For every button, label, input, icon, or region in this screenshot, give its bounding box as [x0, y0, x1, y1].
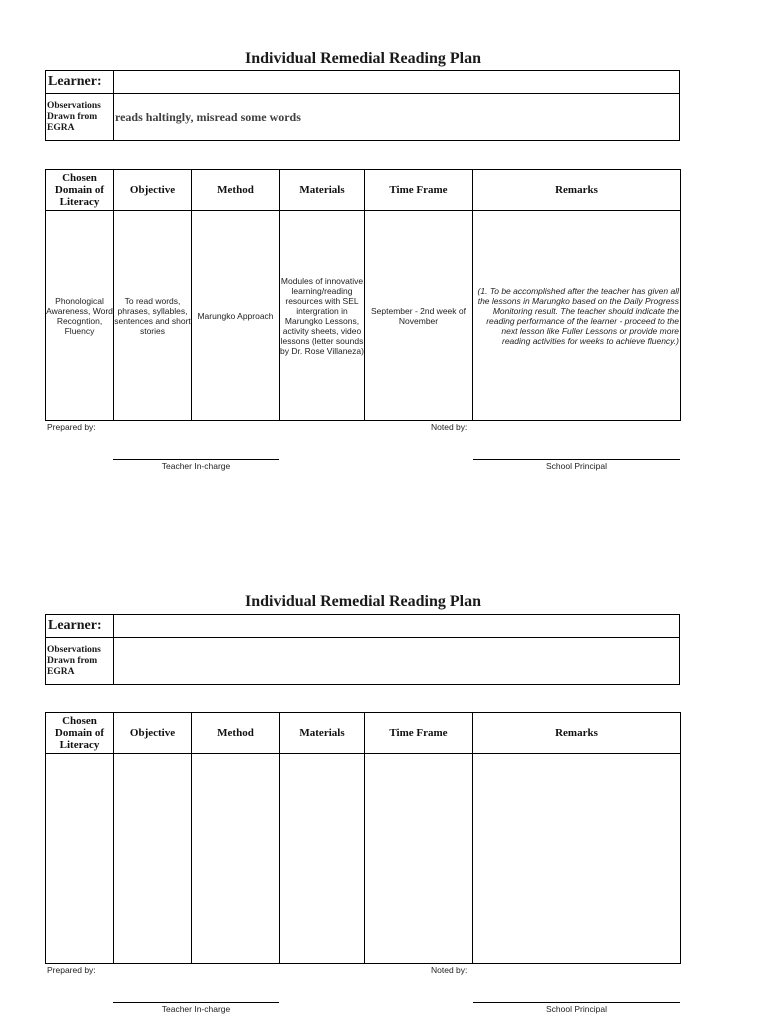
school-principal-label: School Principal — [546, 461, 607, 471]
principal-signature-line[interactable] — [473, 1002, 680, 1003]
header-objective: Objective — [114, 713, 192, 754]
header-remarks: Remarks — [473, 170, 681, 211]
time-frame-cell[interactable] — [365, 754, 473, 964]
learner-name-field[interactable] — [114, 615, 680, 638]
domain-cell[interactable] — [46, 754, 114, 964]
materials-cell[interactable]: Modules of innovative learning/reading resources with SEL intergration in Marungko Lessons, activity sheets, video lessons (letter sounds by Dr. Rose Villaneza) — [280, 211, 365, 421]
header-materials: Materials — [280, 713, 365, 754]
method-cell[interactable] — [192, 754, 280, 964]
method-cell[interactable]: Marungko Approach — [192, 211, 280, 421]
header-materials: Materials — [280, 170, 365, 211]
learner-label: Learner: — [46, 71, 114, 94]
domain-cell[interactable]: Phonological Awareness, Word Recogntion, Fluency — [46, 211, 114, 421]
noted-by-label: Noted by: — [431, 422, 468, 432]
header-objective: Objective — [114, 170, 192, 211]
header-domain: Chosen Domain of Literacy — [46, 713, 114, 754]
header-time-frame: Time Frame — [365, 713, 473, 754]
table-row — [46, 211, 681, 421]
learner-info-table — [45, 70, 680, 141]
remarks-cell[interactable]: (1. To be accomplished after the teacher has given all the lessons in Marungko based on the Daily Progress Monitoring result. The teacher should indicate the reading performance of the learner - proceed to the next lesson like Fuller Lessons or provide more reading activities for weeks to achieve fluency.) — [473, 211, 681, 421]
teacher-in-charge-label: Teacher In-charge — [161, 1004, 231, 1014]
principal-signature-line[interactable] — [473, 459, 680, 460]
teacher-signature-line[interactable] — [113, 459, 279, 460]
objective-cell[interactable]: To read words, phrases, syllables, sentences and short stories — [114, 211, 192, 421]
header-method: Method — [192, 170, 280, 211]
objective-cell[interactable] — [114, 754, 192, 964]
plan-title: Individual Remedial Reading Plan — [244, 50, 482, 67]
header-remarks: Remarks — [473, 713, 681, 754]
header-method: Method — [192, 713, 280, 754]
remedial-plan-table — [45, 169, 681, 421]
header-time-frame: Time Frame — [365, 170, 473, 211]
school-principal-label: School Principal — [546, 1004, 607, 1014]
time-frame-cell[interactable]: September - 2nd week of November — [365, 211, 473, 421]
observations-label: Observations Drawn from EGRA — [46, 638, 114, 685]
teacher-in-charge-label: Teacher In-charge — [161, 461, 231, 471]
remedial-plan-table — [45, 712, 681, 964]
table-row — [46, 754, 681, 964]
observations-label: Observations Drawn from EGRA — [46, 94, 114, 141]
observations-field[interactable]: reads haltingly, misread some words — [114, 94, 680, 141]
learner-info-table — [45, 614, 680, 685]
observations-field[interactable] — [114, 638, 680, 685]
header-domain: Chosen Domain of Literacy — [46, 170, 114, 211]
prepared-by-label: Prepared by: — [47, 965, 96, 975]
materials-cell[interactable] — [280, 754, 365, 964]
teacher-signature-line[interactable] — [113, 1002, 279, 1003]
plan-title: Individual Remedial Reading Plan — [244, 593, 482, 610]
learner-name-field[interactable] — [114, 71, 680, 94]
remarks-cell[interactable] — [473, 754, 681, 964]
prepared-by-label: Prepared by: — [47, 422, 96, 432]
learner-label: Learner: — [46, 615, 114, 638]
noted-by-label: Noted by: — [431, 965, 468, 975]
